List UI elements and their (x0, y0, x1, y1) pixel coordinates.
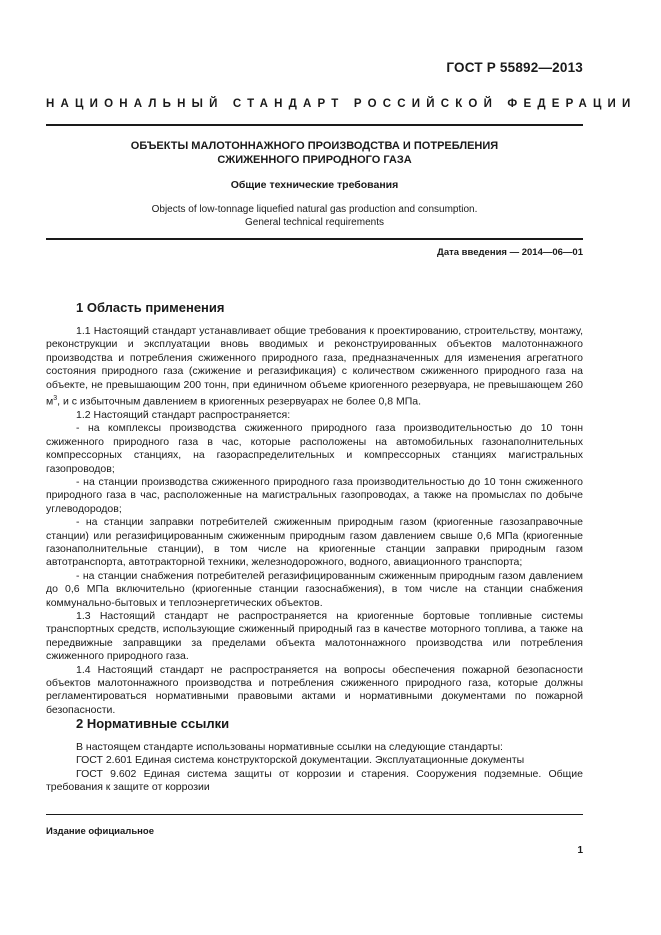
paragraph-1-1 (46, 325, 583, 409)
page-number: 1 (577, 845, 583, 856)
section-2-body (46, 741, 583, 795)
document-subtitle: Общие технические требования (230, 179, 399, 191)
paragraph-1-4: 1.4 Настоящий стандарт не распространяется на вопросы обеспечения пожарной безопасности объектов малотоннажного производства и потребления сжиженного природного газа, которые должны регламентироваться нормативными правовыми актами и нормативными документами по пожарной безопасности. (46, 663, 583, 716)
paragraph-1-3: 1.3 Настоящий стандарт не распространяется на криогенные бортовые топливные системы транспортных средств, использующие сжиженный природный газ в качестве моторного топлива, а также на передвижные заправщики за пределами объекта малотоннажного производства или потребления сжиженного природного газа. (46, 610, 583, 663)
list-item-4: - на станции снабжения потребителей регазифицированным сжиженным природным газом давлением до 0,6 МПа включительно (криогенные станции газоснабжения), в том числе на станции снабжения коммунально-бытовых и теплоэнергетических объектов. (46, 569, 583, 609)
list-item-3: - на станции заправки потребителей сжиженным природным газом (криогенные газозаправочные станции) или регазифицированным сжиженным природным газом давлением свыше 0,6 МПа (криогенные газонаполнительные станции), в том числе на криогенные станции заправки природным газом автотранспорта, автотракторной техники, железнодорожного, водного, авиационного транспорта; (46, 516, 583, 569)
paragraph-1-2: 1.2 Настоящий стандарт распространяется: (76, 408, 291, 421)
section-2-heading: 2 Нормативные ссылки (76, 716, 230, 731)
paragraph-1-1-text: 1.1 Настоящий стандарт устанавливает общие требования к проектированию, строительству, монтажу, реконструкции и эксплуатации вновь вводимых и реконструированных объектов малотоннажного производства и потребления сжиженного природного газа, предназначенных для изменения агрегатного состояния природного газа (сжижение и регазификация) с количеством сжиженного природного газа на объекте, не превышающим 200 тонн, при единичном объеме криогенного резервуара, не превышающем 260 м (46, 325, 583, 408)
english-title (46, 203, 583, 229)
title-line-2: СЖИЖЕННОГО ПРИРОДНОГО ГАЗА (217, 154, 412, 166)
english-title-line-1: Objects of low-tonnage liquefied natural gas production and consumption. (151, 204, 478, 215)
english-title-line-2: General technical requirements (245, 217, 384, 228)
paragraph-1-1-text-end: , и с избыточным давлением в криогенных резервуарах не более 0,8 МПа. (57, 395, 422, 408)
reference-1: ГОСТ 2.601 Единая система конструкторской документации. Эксплуатационные документы (76, 754, 525, 767)
document-title (46, 139, 583, 167)
reference-2: ГОСТ 9.602 Единая система защиты от коррозии и старения. Сооружения подземные. Общие требования к защите от коррозии (46, 767, 583, 794)
header-rule (46, 124, 583, 126)
superscript-3: 3 (53, 395, 58, 403)
section-1-body (46, 325, 583, 717)
list-item-2: - на станции производства сжиженного природного газа производительностью до 10 тонн сжиженного природного газа в час, расположенные на магистральных газопроводах, а также на промыслах по добыче углеводородов; (46, 475, 583, 515)
title-rule (46, 238, 583, 240)
section-1-heading: 1 Область применения (76, 300, 225, 315)
introduction-date: Дата введения — 2014—06—01 (437, 247, 583, 258)
section-2-intro: В настоящем стандарте использованы нормативные ссылки на следующие стандарты: (76, 741, 503, 753)
footer-rule (46, 814, 583, 815)
title-line-1: ОБЪЕКТЫ МАЛОТОННАЖНОГО ПРОИЗВОДСТВА И ПОТРЕБЛЕНИЯ (130, 140, 499, 152)
standard-banner: НАЦИОНАЛЬНЫЙ СТАНДАРТ РОССИЙСКОЙ ФЕДЕРАЦИИ (46, 98, 637, 110)
list-item-1: - на комплексы производства сжиженного природного газа производительностью до 10 тонн сжиженного природного газа в час, которые расположены на автомобильных газонаполнительных компрессорных станциях, на газораспределительных и компрессорных станциях магистральных газопроводов; (46, 422, 583, 475)
document-code: ГОСТ Р 55892—2013 (446, 60, 583, 75)
edition-label: Издание официальное (46, 826, 154, 837)
